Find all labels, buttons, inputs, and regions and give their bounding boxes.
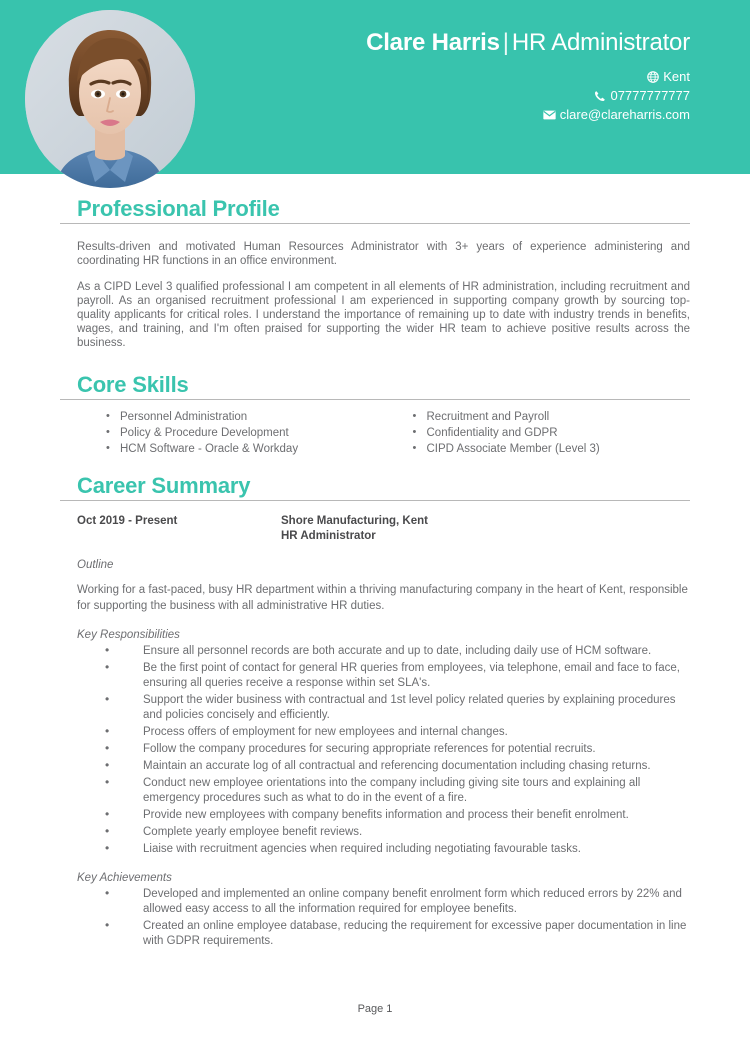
section-core-skills [0, 372, 750, 457]
list-item: • Conduct new employee orientations into the company including giving site tours and explaining all emergency procedures such as what to do in the event of a fire. [77, 776, 690, 806]
contact-email-value: clare@clareharris.com [559, 107, 690, 122]
page-title [210, 29, 690, 57]
job-entry-header [77, 514, 690, 544]
list-item: • Created an online employee database, reducing the requirement for excessive paper documentation in line with GDPR requirements. [77, 919, 690, 949]
section-title-core-skills: Core Skills [77, 372, 189, 397]
list-item: • CIPD Associate Member (Level 3) [413, 441, 691, 457]
list-item: • Recruitment and Payroll [413, 409, 691, 425]
header-text-block [210, 0, 690, 174]
achievements-list [77, 887, 690, 949]
job-dates: Oct 2019 - Present [77, 515, 178, 527]
profile-paragraph: As a CIPD Level 3 qualified professional I am competent in all elements of HR administration, including recruitment and payroll. As an organised recruitment professional I am experienced in supporting company growth by sourcing top-quality applicants for critical roles. I understand the importance of remaining up to date with industry trends in benefits, wages, and training, and I'm often praised for supporting the wider HR team to achieve positive results across the business. [77, 281, 690, 349]
job-company: Shore Manufacturing, Kent [281, 515, 428, 527]
page-number: Page 1 [357, 1003, 393, 1015]
section-divider [60, 399, 690, 400]
section-career-summary [0, 473, 750, 949]
responsibilities-list [77, 644, 690, 857]
candidate-role: HR Administrator [511, 29, 690, 56]
candidate-name: Clare Harris [366, 29, 500, 56]
contact-phone-value: 07777777777 [610, 88, 690, 103]
contact-email [210, 105, 690, 124]
cv-body [0, 174, 750, 949]
list-item: • Confidentiality and GDPR [413, 425, 691, 441]
core-skills-column-left [77, 409, 384, 457]
list-item: • Maintain an accurate log of all contractual and referencing documentation including chasing returns. [77, 759, 690, 774]
achievements-label: Key Achievements [77, 872, 172, 884]
list-item: • Process offers of employment for new employees and internal changes. [77, 725, 690, 740]
profile-paragraph: Results-driven and motivated Human Resources Administrator with 3+ years of experience administering and coordinating HR functions in an office environment. [77, 241, 690, 267]
list-item: • Support the wider business with contractual and 1st level policy related queries by explaining procedures and policies concisely and efficiently. [77, 693, 690, 723]
envelope-icon [543, 109, 556, 121]
section-divider [60, 500, 690, 501]
avatar [25, 10, 195, 188]
list-item: • Liaise with recruitment agencies when required including negotiating favourable tasks. [77, 842, 690, 857]
contact-list [210, 67, 690, 124]
contact-location [210, 67, 690, 86]
outline-text: Working for a fast-paced, busy HR department within a thriving manufacturing company in the heart of Kent, responsible for supporting the business with all administrative HR duties. [77, 584, 688, 612]
section-professional-profile [0, 196, 750, 350]
list-item: • Personnel Administration [106, 409, 384, 425]
page-footer [0, 1003, 750, 1015]
list-item: • Complete yearly employee benefit reviews. [77, 825, 690, 840]
phone-icon [594, 90, 606, 102]
list-item: • Ensure all personnel records are both accurate and up to date, including daily use of HCM software. [77, 644, 690, 659]
list-item: • Be the first point of contact for general HR queries from employees, via telephone, email and face to face, ensuring all queries receive a response within set SLA's. [77, 661, 690, 691]
list-item: • Follow the company procedures for securing appropriate references for potential recruits. [77, 742, 690, 757]
core-skills-column-right [384, 409, 691, 457]
contact-location-value: Kent [663, 69, 690, 84]
section-title-profile: Professional Profile [77, 196, 280, 221]
responsibilities-label: Key Responsibilities [77, 629, 180, 641]
list-item: • Developed and implemented an online company benefit enrolment form which reduced errors by 22% and allowed easy access to all the information required for employee benefits. [77, 887, 690, 917]
contact-phone [210, 86, 690, 105]
list-item: • Provide new employees with company benefits information and process their benefit enrolment. [77, 808, 690, 823]
job-title: HR Administrator [281, 530, 376, 542]
list-item: • HCM Software - Oracle & Workday [106, 441, 384, 457]
globe-icon [647, 71, 659, 83]
title-separator: | [502, 29, 509, 56]
outline-label: Outline [77, 559, 114, 571]
list-item: • Policy & Procedure Development [106, 425, 384, 441]
core-skills-columns [77, 409, 690, 457]
section-title-career-summary: Career Summary [77, 473, 251, 498]
